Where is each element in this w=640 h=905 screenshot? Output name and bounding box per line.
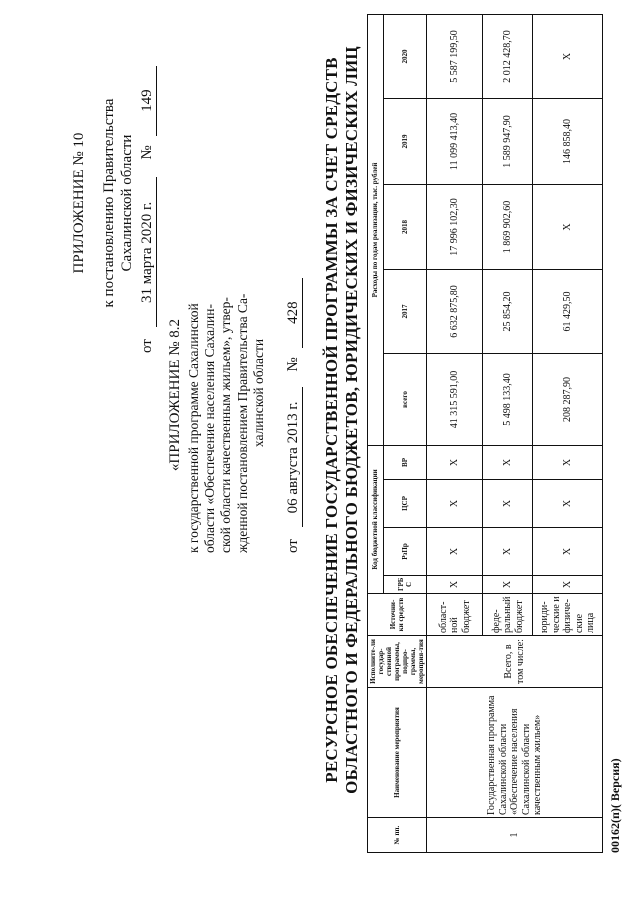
row-source: феде-ральный бюджет — [483, 594, 533, 636]
row-grbs: X — [533, 576, 603, 594]
header-csr: ЦСР — [384, 480, 427, 528]
row-source: област-ной бюджет — [427, 594, 483, 636]
row-2018: 1 869 902,60 — [483, 184, 533, 269]
appendix-number: 149 — [138, 66, 157, 136]
row-2017: 25 854,20 — [483, 269, 533, 353]
appendix-ref-line: жденной постановлением Правительства Са- — [234, 293, 250, 553]
header-grbs: ГРБ С — [384, 576, 427, 594]
appendix-ref-date-line — [284, 233, 303, 553]
document-id: 00162(п)( Версия) — [608, 758, 622, 853]
main-title-line: РЕСУРСНОЕ ОБЕСПЕЧЕНИЕ ГОСУДАРСТВЕННОЙ ПРОГРАММЫ ЗА СЧЕТ СРЕДСТВ — [322, 57, 341, 783]
program-executor: Всего, в том числе: — [427, 636, 603, 688]
appendix-ref-title: «ПРИЛОЖЕНИЕ № 8.2 — [167, 318, 183, 472]
appendix-ref-line: халинской области — [250, 338, 266, 448]
row-2020: 2 012 428,70 — [483, 14, 533, 98]
table-row — [427, 14, 483, 852]
appendix-ref-line: области «Обеспечение населения Сахалин- — [202, 304, 218, 553]
row-2020: 5 587 199,50 — [427, 14, 483, 98]
appendix-to-decree: к постановлению Правительства — [101, 98, 117, 308]
row-vr: X — [533, 445, 603, 479]
appendix-date-line — [138, 33, 157, 353]
appendix-ref-line: ской области качественным жильем», утвер- — [218, 297, 234, 553]
row-2020: X — [533, 14, 603, 98]
appendix-ref-text — [186, 233, 267, 553]
header-year-2020: 2020 — [384, 14, 427, 98]
row-2019: 146 858,40 — [533, 98, 603, 184]
row-source: юриди-ческие и физиче-ские лица — [533, 594, 603, 636]
resource-table — [367, 14, 603, 853]
row-csr: X — [427, 480, 483, 528]
header-total: всего — [384, 353, 427, 445]
appendix-ref-num-label: № — [285, 357, 301, 372]
row-2017: 61 429,50 — [533, 269, 603, 353]
header-vr: ВР — [384, 445, 427, 479]
program-name: Государственная программа Сахалинской области «Обеспечение населения Сахалинской области качественным жильем» — [427, 688, 603, 818]
appendix-ref-date: 06 августа 2013 г. — [284, 387, 303, 527]
row-rzpr: X — [427, 528, 483, 576]
header-name: Наименование мероприятия — [368, 688, 427, 818]
row-total: 208 287,90 — [533, 353, 603, 445]
row-grbs: X — [483, 576, 533, 594]
appendix-ref-from-label: от — [285, 539, 301, 553]
header-rzpr: РзПр — [384, 528, 427, 576]
row-total: 5 498 133,40 — [483, 353, 533, 445]
appendix-ref-number: 428 — [284, 278, 303, 348]
header-year-2018: 2018 — [384, 184, 427, 269]
appendix-region: Сахалинской области — [119, 134, 135, 272]
header-source: Источни-ки средств — [368, 594, 427, 636]
row-vr: X — [483, 445, 533, 479]
appendix-num-label: № — [139, 145, 155, 160]
row-rzpr: X — [483, 528, 533, 576]
row-csr: X — [533, 480, 603, 528]
appendix-date: 31 марта 2020 г. — [138, 177, 157, 327]
main-title-line: ОБЛАСТНОГО И ФЕДЕРАЛЬНОГО БЮДЖЕТОВ, ЮРИДИЧЕСКИХ И ФИЗИЧЕСКИХ ЛИЦ — [341, 46, 361, 794]
row-rzpr: X — [533, 528, 603, 576]
header-year-2019: 2019 — [384, 98, 427, 184]
appendix-title: ПРИЛОЖЕНИЕ № 10 — [71, 132, 87, 274]
row-2018: 17 996 102,30 — [427, 184, 483, 269]
appendix-ref-line: к государственной программе Сахалинской — [186, 303, 201, 553]
row-2019: 1 589 947,90 — [483, 98, 533, 184]
row-csr: X — [483, 480, 533, 528]
appendix-from-label: от — [139, 339, 155, 353]
row-2017: 6 632 875,80 — [427, 269, 483, 353]
main-title — [322, 5, 361, 835]
header-num: № пп. — [368, 818, 427, 853]
program-num: 1 — [427, 818, 603, 853]
header-budget-code: Код бюджетной классификации — [368, 445, 384, 593]
row-2018: X — [533, 184, 603, 269]
row-grbs: X — [427, 576, 483, 594]
row-total: 41 315 591,00 — [427, 353, 483, 445]
header-executors: Исполните-ли государ-ственной программы, подпро-граммы, мероприя-тия — [368, 636, 427, 688]
header-year-2017: 2017 — [384, 269, 427, 353]
row-2019: 11 099 413,40 — [427, 98, 483, 184]
row-vr: X — [427, 445, 483, 479]
header-expenses: Расходы по годам реализации, тыс. рублей — [368, 14, 384, 445]
